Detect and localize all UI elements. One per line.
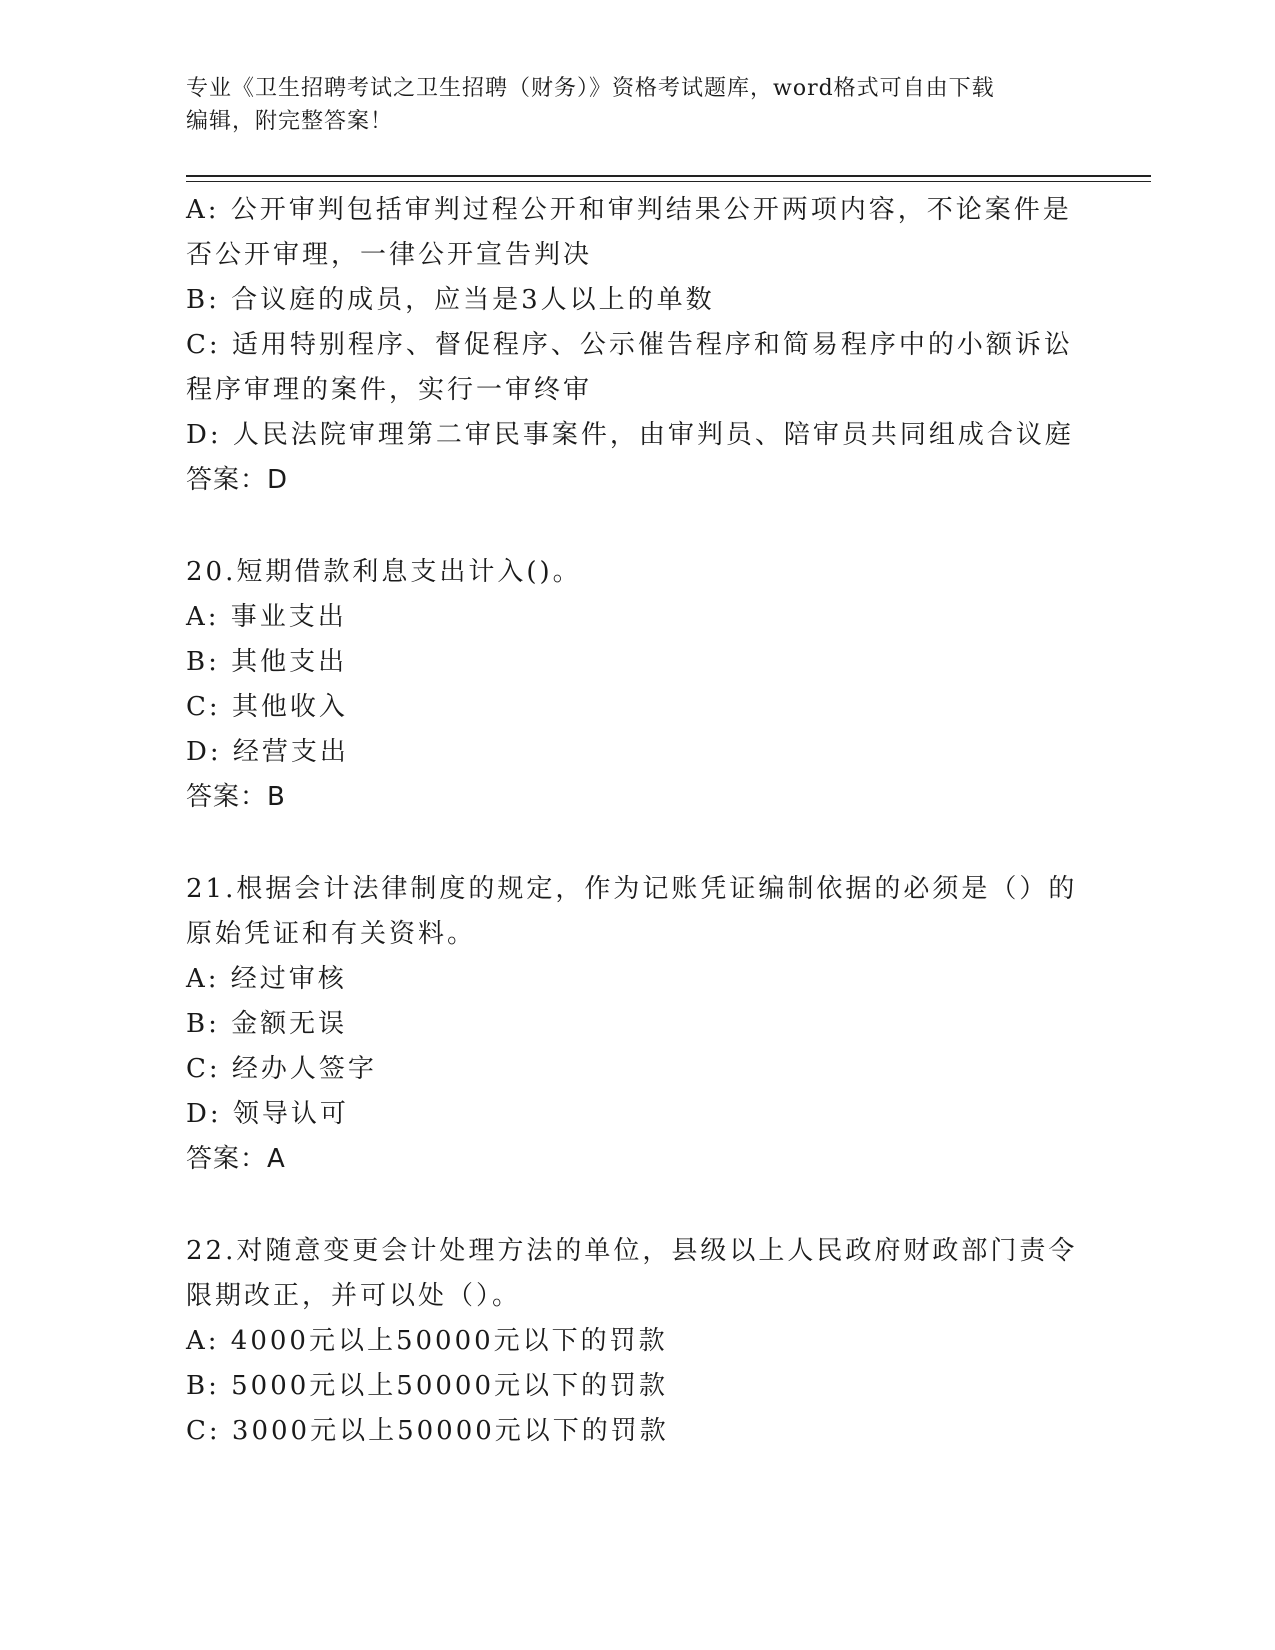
question-line: D: 领导认可 [186,1099,349,1129]
question-line: C: 其他收入 [186,692,348,722]
question-line: 程序审理的案件，实行一审终审 [186,375,593,405]
question-stem: 20.短期借款利息支出计入()。 [186,557,582,587]
answer-line: 答案：A [186,1144,286,1174]
header-line: 编辑，附完整答案！ [186,109,394,134]
answer-line: 答案：B [186,782,286,812]
question-line: B: 合议庭的成员，应当是3人以上的单数 [186,285,715,315]
question-block [186,1229,1086,1454]
question-line: A: 事业支出 [186,602,347,632]
question-block [186,188,1086,503]
question-line: B: 其他支出 [186,647,348,677]
question-block [186,867,1086,1182]
header-divider-thin [186,181,1151,182]
question-stem: 22.对随意变更会计处理方法的单位，县级以上人民政府财政部门责令 [186,1236,1078,1266]
header-line: 专业《卫生招聘考试之卫生招聘（财务）》资格考试题库，word格式可自由下载 [186,76,995,101]
question-line: A: 公开审判包括审判过程公开和审判结果公开两项内容，不论案件是 [186,195,1072,225]
question-line: C: 经办人签字 [186,1054,377,1084]
question-line: C: 3000元以上50000元以下的罚款 [186,1416,669,1446]
question-line: 否公开审理，一律公开宣告判决 [186,240,593,270]
question-line: C: 适用特别程序、督促程序、公示催告程序和简易程序中的小额诉讼 [186,330,1073,360]
question-list [186,188,1086,1454]
block-spacer [186,503,1086,550]
question-stem: 21.根据会计法律制度的规定，作为记账凭证编制依据的必须是（）的 [186,874,1078,904]
block-spacer [186,1182,1086,1229]
header-divider [186,175,1151,177]
question-line: 原始凭证和有关资料。 [186,919,477,949]
question-line: 限期改正，并可以处（）。 [186,1281,522,1311]
question-line: A: 4000元以上50000元以下的罚款 [186,1326,668,1356]
question-block [186,550,1086,820]
question-line: D: 经营支出 [186,737,349,767]
question-line: A: 经过审核 [186,964,347,994]
question-line: B: 金额无误 [186,1009,348,1039]
block-spacer [186,820,1086,867]
document-header [186,72,1086,138]
question-line: B: 5000元以上50000元以下的罚款 [186,1371,669,1401]
question-line: D: 人民法院审理第二审民事案件，由审判员、陪审员共同组成合议庭 [186,420,1074,450]
answer-line: 答案：D [186,465,289,495]
